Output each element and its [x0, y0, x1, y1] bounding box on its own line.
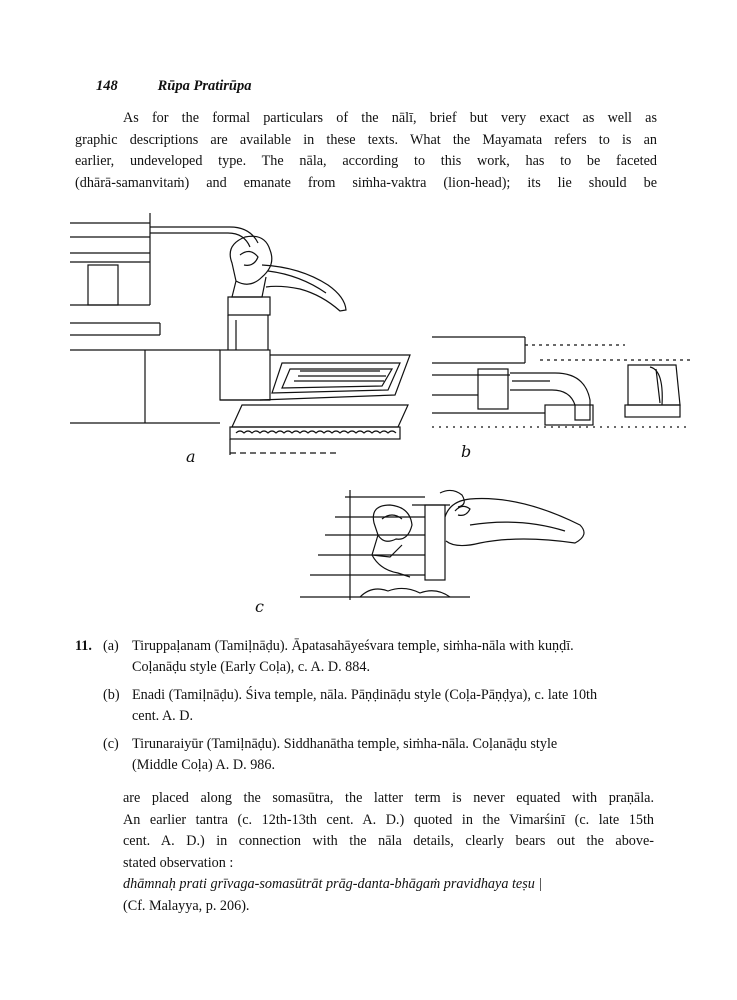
drawing-b	[432, 337, 690, 427]
nala-drawings-figure	[0, 205, 737, 625]
sanskrit-quote: dhāmnaḥ prati grīvaga-somasūtrāt prāg-danta-bhāgaṁ pravidhaya teṣu |	[123, 876, 543, 892]
caption-sub-label: (b)	[103, 687, 120, 703]
caption-line: Enadi (Tamiḷnāḍu). Śiva temple, nāla. Pāṇḍināḍu style (Coḷa-Pāṇḍya), c. late 10th	[132, 687, 598, 703]
caption-item-c	[75, 734, 675, 776]
caption-sub-label: (c)	[103, 736, 119, 752]
text-line: stated observation :	[123, 854, 234, 871]
caption-sub-label: (a)	[103, 638, 119, 654]
caption-line: cent. A. D.	[132, 708, 194, 724]
page-number: 148	[96, 78, 118, 94]
caption-item-a	[75, 636, 675, 678]
figure-label-a: a	[186, 447, 196, 466]
text-line: cent. A. D.) in connection with the nāla details, clearly bears out the above-	[123, 833, 654, 849]
paragraph-somasutra	[123, 788, 654, 917]
text-line: An earlier tantra (c. 12th-13th cent. A. D.) quoted in the Vimarśinī (c. late 15th	[123, 811, 654, 828]
figure-caption	[75, 636, 675, 783]
caption-line: (Middle Coḷa) A. D. 986.	[132, 757, 276, 773]
text-line: As for the formal particulars of the nālī, brief but very exact as well as	[123, 110, 657, 126]
caption-number: 11.	[75, 638, 92, 654]
text-line: are placed along the somasūtra, the latter term is never equated with praṇāla.	[123, 790, 654, 806]
running-title: Rūpa Pratirūpa	[157, 78, 252, 94]
caption-line: Tiruppaḷanam (Tamiḷnāḍu). Āpatasahāyeśvara temple, siṁha-nāla with kuṇḍī.	[132, 638, 574, 654]
drawing-a	[70, 213, 410, 455]
page-header	[96, 78, 252, 95]
caption-line: Tirunaraiyūr (Tamiḷnāḍu). Siddhanātha temple, siṁha-nāla. Coḷanāḍu style	[132, 736, 558, 752]
text-line: (dhārā-samanvitaṁ) and emanate from siṁha-vaktra (lion-head); its lie should be	[75, 174, 657, 191]
paragraph-intro	[75, 108, 657, 194]
text-line: earlier, undeveloped type. The nāla, according to this work, has to be faceted	[75, 153, 657, 169]
caption-item-b	[75, 685, 675, 727]
drawing-c	[300, 490, 584, 600]
citation: (Cf. Malayya, p. 206).	[123, 897, 250, 914]
text-line: graphic descriptions are available in these texts. What the Mayamata refers to is an	[75, 131, 657, 148]
figure-label-b: b	[461, 442, 472, 461]
caption-line: Coḷanāḍu style (Early Coḷa), c. A. D. 884.	[132, 659, 370, 675]
figure-label-c: c	[255, 597, 264, 616]
